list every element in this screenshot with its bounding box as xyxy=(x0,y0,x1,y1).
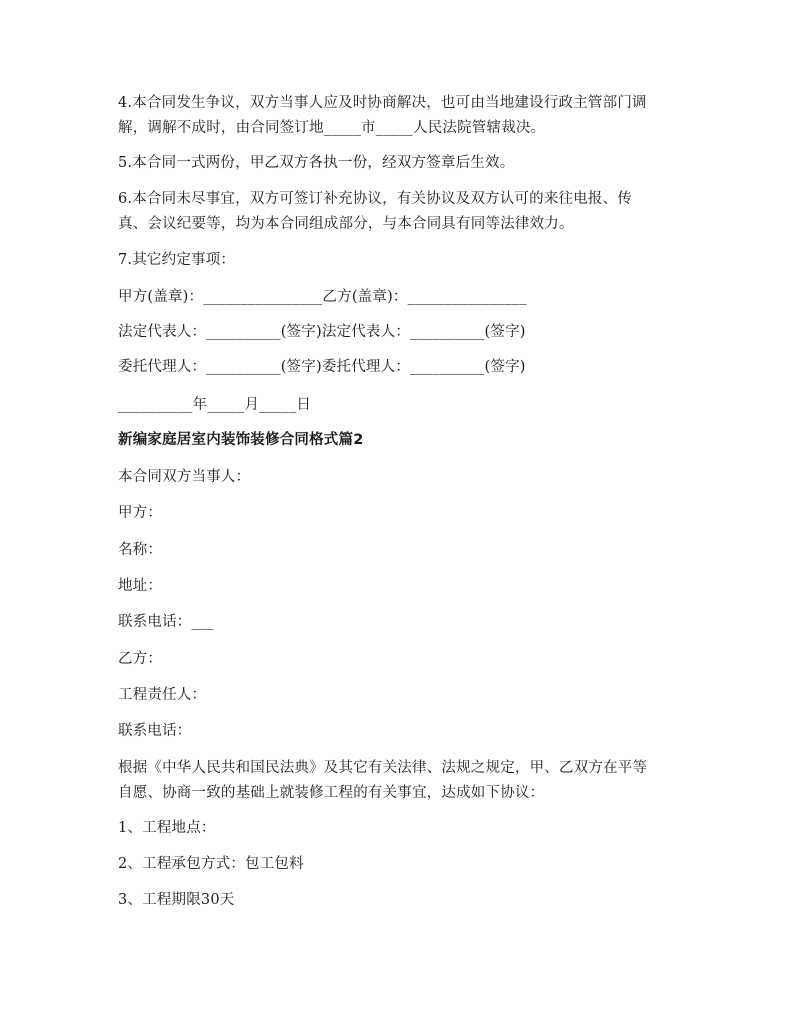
parties-intro: 本合同双方当事人： xyxy=(118,469,251,485)
clause-4-line-2: 解，调解不成时，由合同签订地_____市_____人民法院管辖裁决。 xyxy=(118,120,546,136)
phone-a-label: 联系电话：___ xyxy=(118,614,214,630)
address-label: 地址： xyxy=(118,578,163,594)
item-3: 3、工程期限30天 xyxy=(118,892,235,908)
clause-5: 5.本合同一式两份，甲乙双方各执一份，经双方签章后生效。 xyxy=(118,155,515,171)
clause-6-line-2: 真、会议纪要等，均为本合同组成部分，与本合同具有同等法律效力。 xyxy=(118,216,574,232)
seal-line: 甲方(盖章)：________________乙方(盖章)：________________ xyxy=(118,289,527,305)
date-line: __________年_____月_____日 xyxy=(118,397,312,413)
item-1: 1、工程地点： xyxy=(118,820,216,836)
engineer-label: 工程责任人： xyxy=(118,687,207,703)
item-2: 2、工程承包方式：包工包料 xyxy=(118,856,304,872)
name-label: 名称： xyxy=(118,542,163,558)
clause-4-line-1: 4.本合同发生争议，双方当事人应及时协商解决，也可由当地建设行政主管部门调 xyxy=(118,95,647,111)
legal-representative-line: 法定代表人：__________(签字)法定代表人：__________(签字) xyxy=(118,324,526,340)
clause-7: 7.其它约定事项： xyxy=(118,252,236,268)
agent-line: 委托代理人：__________(签字)委托代理人：__________(签字) xyxy=(118,359,526,375)
clause-6-line-1: 6.本合同未尽事宜，双方可签订补充协议，有关协议及双方认可的来往电报、传 xyxy=(118,191,633,207)
basis-line-1: 根据《中华人民共和国民法典》及其它有关法律、法规之规定，甲、乙双方在平等 xyxy=(118,760,648,776)
section-2-title: 新编家庭居室内装饰装修合同格式篇2 xyxy=(118,432,364,448)
phone-b-label: 联系电话： xyxy=(118,723,192,739)
party-a-label: 甲方： xyxy=(118,505,163,521)
party-b-label: 乙方： xyxy=(118,651,163,667)
basis-line-2: 自愿、协商一致的基础上就装修工程的有关事宜，达成如下协议： xyxy=(118,785,545,801)
